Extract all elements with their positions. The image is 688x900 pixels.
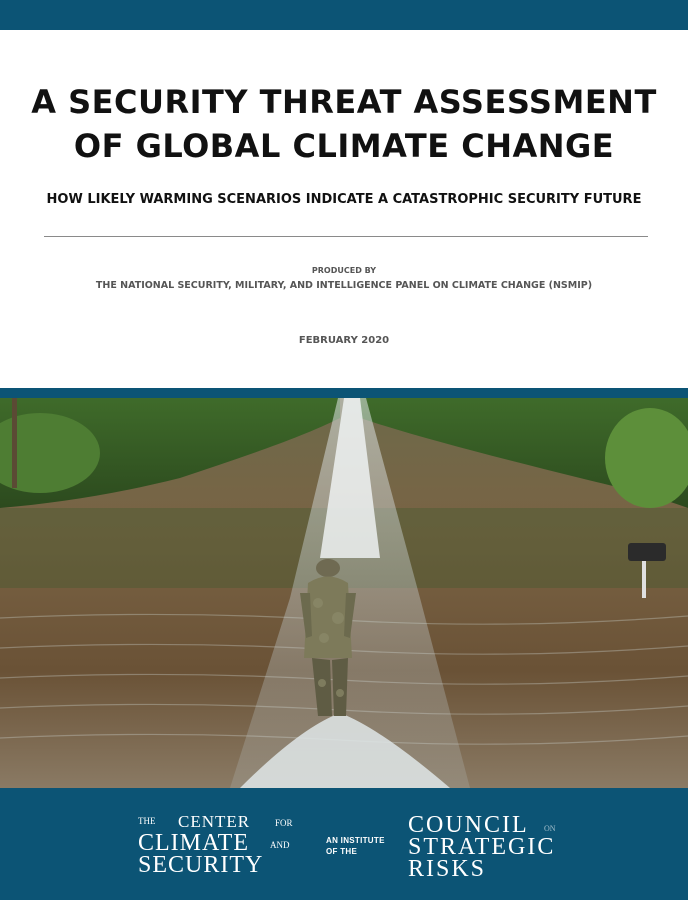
cover-photo (0, 398, 688, 788)
publication-date: FEBRUARY 2020 (298, 335, 390, 346)
title-line-1: A SECURITY THREAT ASSESSMENT (31, 83, 657, 121)
logo-security: SECURITY (138, 852, 264, 878)
logo-for: FOR (275, 818, 293, 828)
logo-center: CENTER (178, 812, 251, 831)
produced-by-label: PRODUCED BY (311, 266, 377, 275)
logo-climate: CLIMATE (138, 830, 249, 856)
photo-top-band (0, 388, 688, 398)
logo-the: THE (138, 816, 156, 826)
logo-council: COUNCIL (408, 812, 529, 838)
footer-band (0, 788, 688, 900)
top-color-bar (0, 0, 688, 30)
logo-on: ON (544, 824, 556, 833)
logo-and: AND (270, 840, 290, 850)
divider-rule (44, 236, 648, 237)
producer-name: THE NATIONAL SECURITY, MILITARY, AND INTELLIGENCE PANEL ON CLIMATE CHANGE (NSMIP) (95, 280, 593, 291)
logo-strategic: STRATEGIC (408, 834, 556, 860)
report-subtitle: HOW LIKELY WARMING SCENARIOS INDICATE A CATASTROPHIC SECURITY FUTURE (46, 192, 642, 207)
title-line-2: OF GLOBAL CLIMATE CHANGE (73, 127, 615, 165)
report-title (0, 80, 688, 168)
institute-line-1: AN INSTITUTE (326, 836, 385, 845)
institute-line-2: OF THE (326, 847, 358, 856)
logo-risks: RISKS (408, 856, 487, 882)
